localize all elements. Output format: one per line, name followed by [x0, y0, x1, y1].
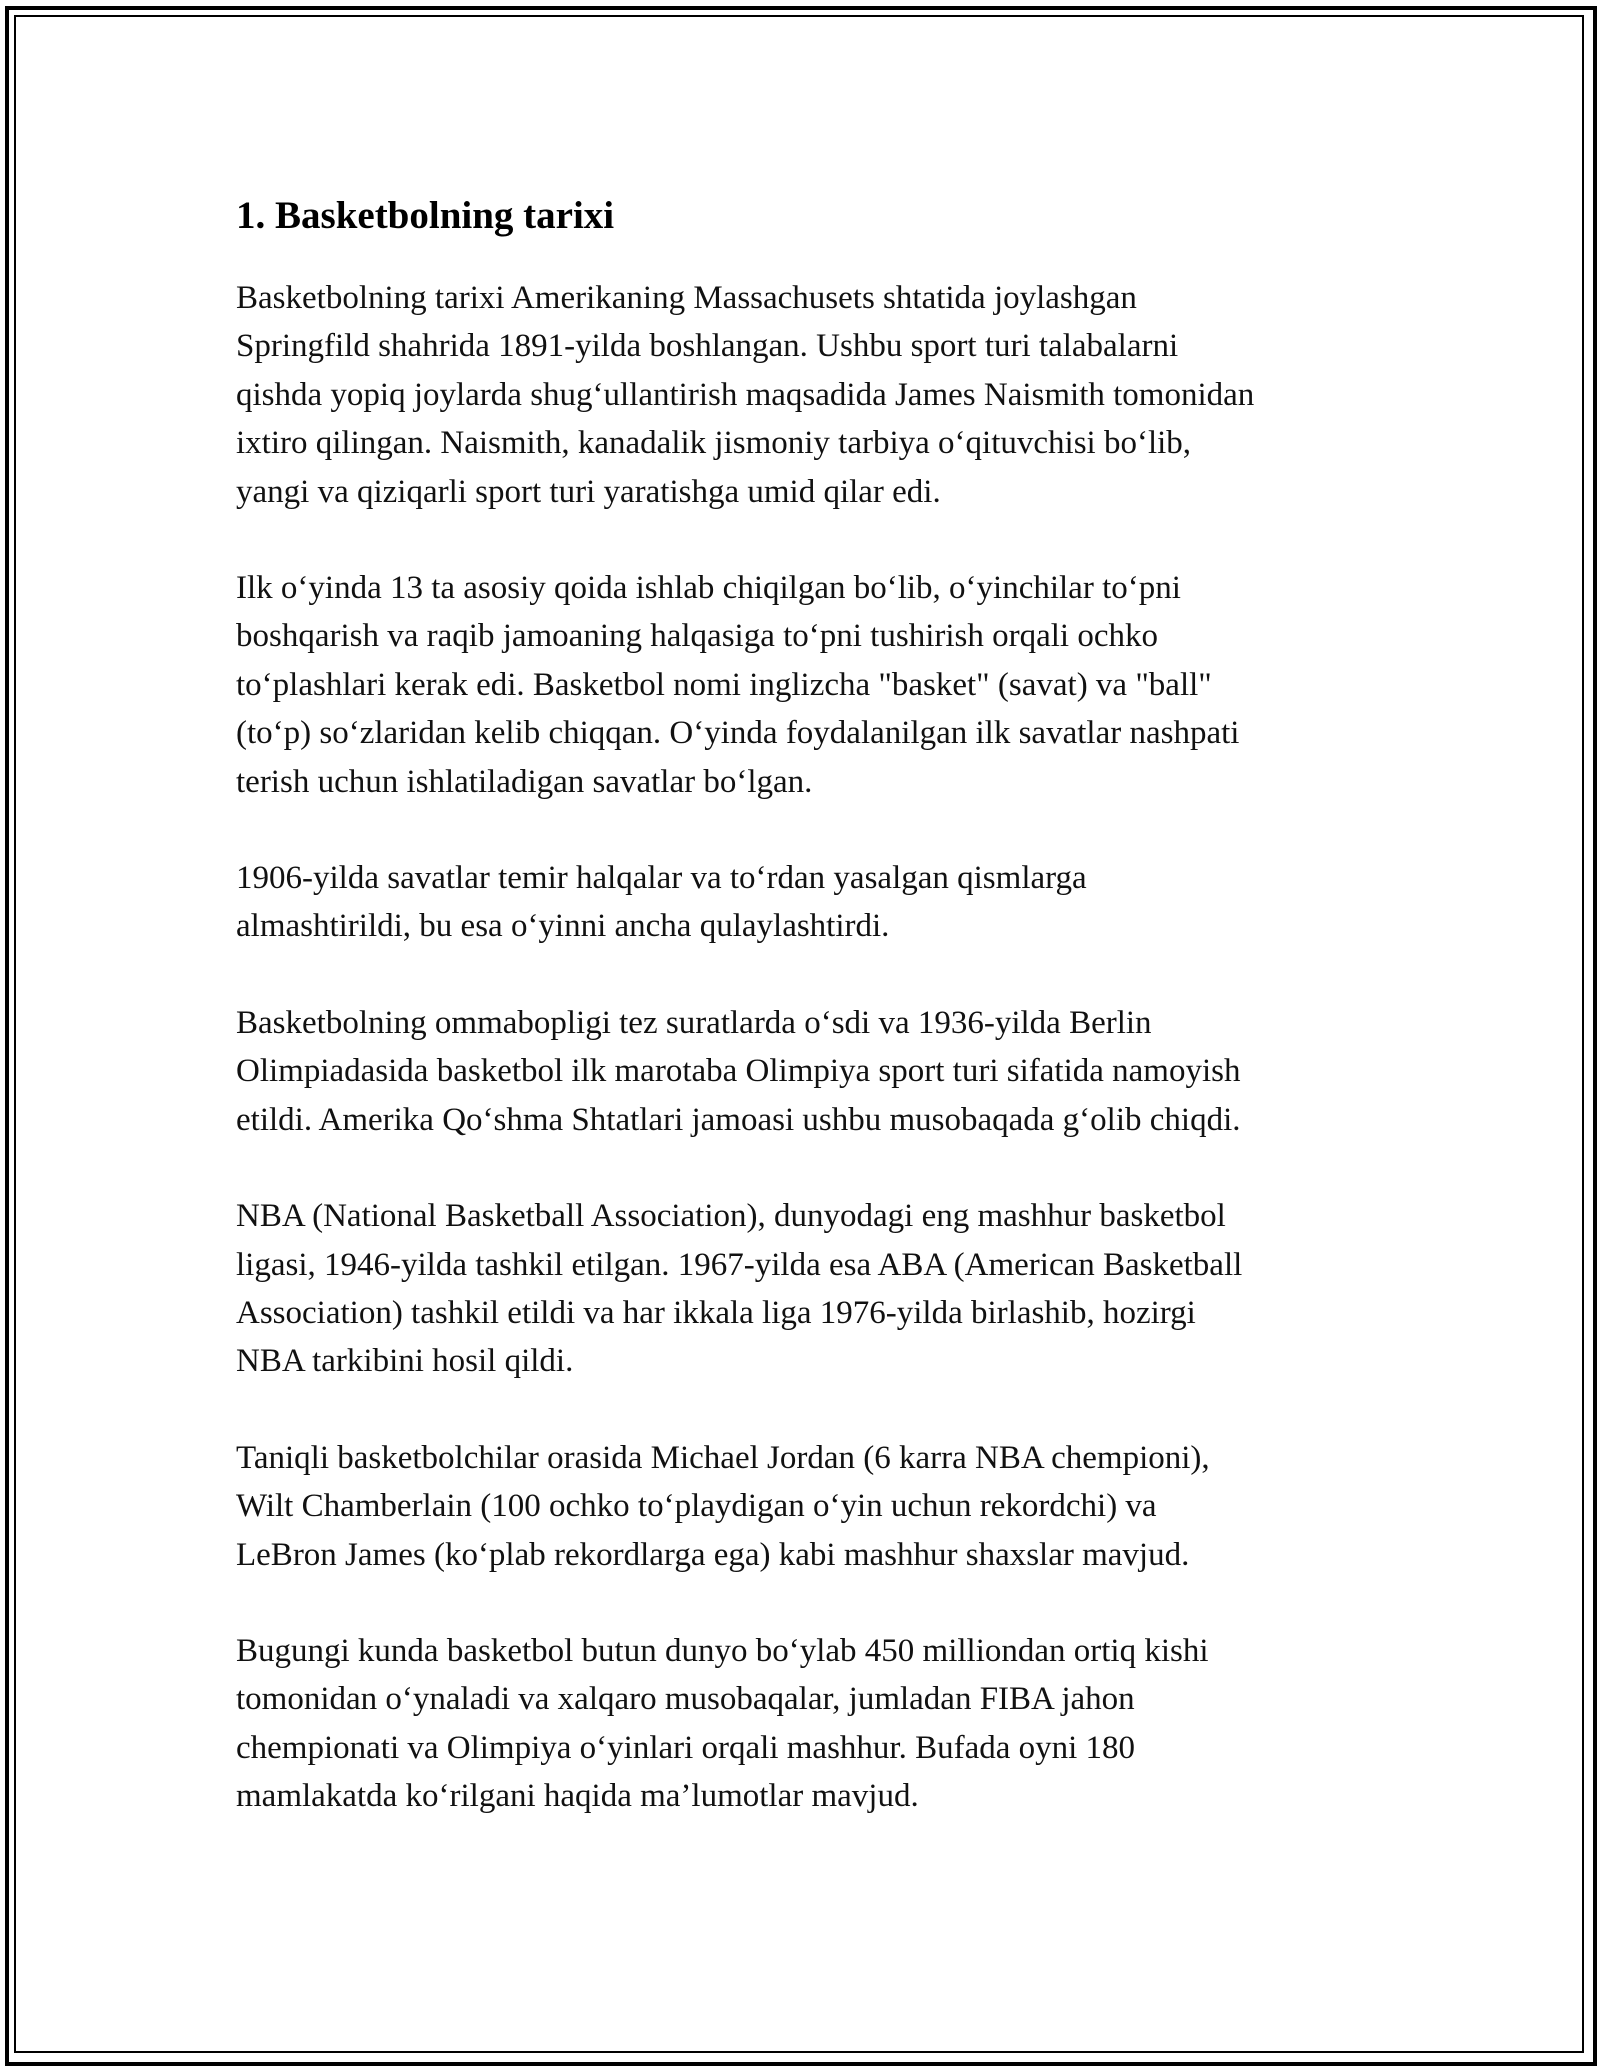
- paragraph-first-rules: Ilk o‘yinda 13 ta asosiy qoida ishlab chiqilgan bo‘lib, o‘yinchilar to‘pni boshqarish va raqib jamoaning halqasiga to‘pni tushirish orqali ochko to‘plashlari kerak edi. Basketbol nomi inglizcha "basket" (savat) va "ball" (to‘p) so‘zlaridan kelib chiqqan. O‘yinda foydalanilgan ilk savatlar nashpati terish uchun ishlatiladigan savatlar bo‘lgan.: [236, 570, 1240, 800]
- paragraph-popularity-today: Bugungi kunda basketbol butun dunyo bo‘ylab 450 milliondan ortiq kishi tomonidan o‘ynaladi va xalqaro musobaqalar, jumladan FIBA jahon chempionati va Olimpiya o‘yinlari orqali mashhur. Bufada oyni 180 mamlakatda ko‘rilgani haqida ma’lumotlar mavjud.: [236, 1632, 1209, 1815]
- document-body: [236, 186, 1386, 1869]
- section-heading: 1. Basketbolning tarixi: [236, 194, 615, 237]
- paragraph-nba-aba: NBA (National Basketball Association), dunyodagi eng mashhur basketbol ligasi, 1946-yilda tashkil etilgan. 1967-yilda esa ABA (American Basketball Association) tashkil etildi va har ikkala liga 1976-yilda birlashib, hozirgi NBA tarkibini hosil qildi.: [236, 1198, 1243, 1380]
- paragraph-olympics: Basketbolning ommabopligi tez suratlarda o‘sdi va 1936-yilda Berlin Olimpiadasida basketbol ilk marotaba Olimpiya sport turi sifatida namoyish etildi. Amerika Qo‘shma Shtatlari jamoasi ushbu musobaqada g‘olib chiqdi.: [236, 1004, 1241, 1138]
- paragraph-iron-hoops: 1906-yilda savatlar temir halqalar va to‘rdan yasalgan qismlarga almashtirildi, bu esa o‘yinni ancha qulaylashtirdi.: [236, 860, 1087, 945]
- paragraph-famous-players: Taniqli basketbolchilar orasida Michael Jordan (6 karra NBA chempioni), Wilt Chamberlain (100 ochko to‘playdigan o‘yin uchun rekordchi) va LeBron James (ko‘plab rekordlarga ega) kabi mashhur shaxslar mavjud.: [236, 1439, 1210, 1573]
- paragraph-history-origin: Basketbolning tarixi Amerikaning Massachusets shtatida joylashgan Springfild shahrida 1891-yilda boshlangan. Ushbu sport turi talabalarni qishda yopiq joylarda shug‘ullantirish maqsadida James Naismith tomonidan ixtiro qilingan. Naismith, kanadalik jismoniy tarbiya o‘qituvchisi bo‘lib, yangi va qiziqarli sport turi yaratishga umid qilar edi.: [236, 280, 1255, 510]
